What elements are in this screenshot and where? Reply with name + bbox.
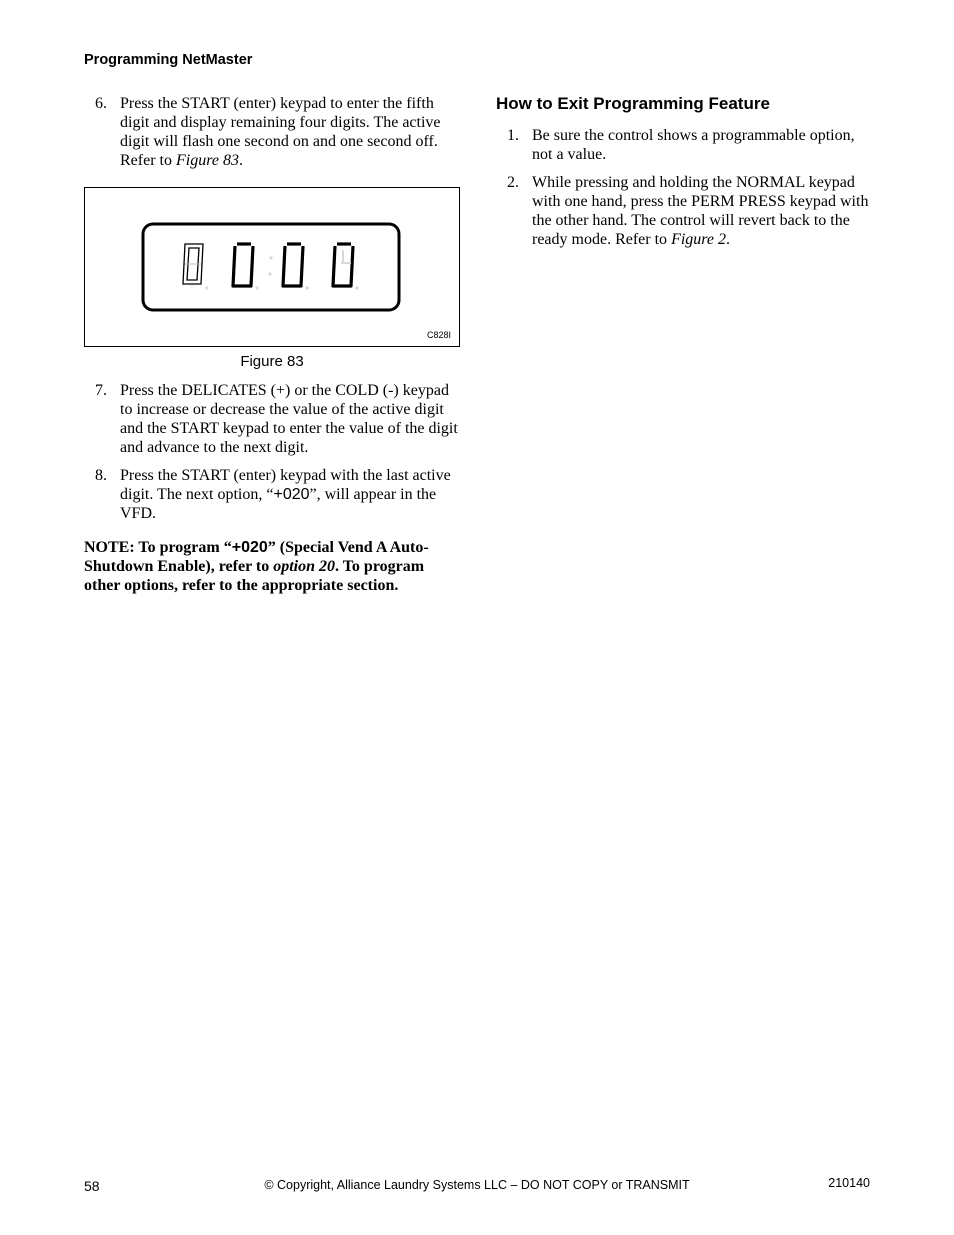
copyright-notice: © Copyright, Alliance Laundry Systems LLC – DO NOT COPY or TRANSMIT (264, 1178, 690, 1192)
step-text: Press the START (enter) keypad to enter the fifth digit and display remaining four digits. The active digit will flash one second on and one second off. Refer to (120, 95, 441, 169)
step-tail: . (726, 231, 731, 248)
right-column (496, 94, 872, 258)
note-text-2: ” (Special Vend A Auto-Shutdown Enable), refer to (84, 539, 429, 575)
step-number: 6. (95, 95, 107, 112)
document-number: 210140 (828, 1176, 870, 1190)
list-item (84, 466, 460, 523)
step-text-end: ”, will appear in the VFD. (120, 486, 437, 522)
steps-after-figure (84, 381, 460, 523)
note-text: NOTE: To program “ (84, 539, 232, 556)
step-tail: . (238, 152, 243, 169)
step-text: Press the DELICATES (+) or the COLD (-) keypad to increase or decrease the value of the active digit and the START keypad to enter the value of the digit and advance to the next digit. (120, 382, 458, 456)
step-number: 2. (507, 174, 519, 191)
figure-reference: Figure 83 (175, 152, 239, 169)
vfd-display-illustration (85, 188, 459, 346)
note-option-reference: option 20 (273, 558, 335, 575)
vfd-display-frame (143, 224, 399, 310)
page-number: 58 (84, 1178, 100, 1194)
section-heading: How to Exit Programming Feature (496, 94, 770, 113)
step-number: 7. (95, 382, 107, 399)
figure-caption: Figure 83 (240, 353, 304, 370)
note-paragraph (84, 538, 460, 595)
step-number: 8. (95, 467, 107, 484)
running-header: Programming NetMaster (84, 52, 253, 68)
list-item (84, 381, 460, 457)
steps-before-figure (84, 94, 460, 170)
note-text-3: . To program other options, refer to the appropriate section. (84, 558, 425, 594)
list-item (496, 173, 872, 249)
figure-83-box (84, 187, 460, 347)
option-code: +020 (273, 486, 310, 503)
step-text: Be sure the control shows a programmable option, not a value. (532, 127, 855, 163)
step-number: 1. (507, 127, 519, 144)
figure-reference: Figure 2 (671, 231, 727, 248)
figure-code: C828I (426, 330, 451, 340)
step-text: While pressing and holding the NORMAL keypad with one hand, press the PERM PRESS keypad with the other hand. The control will revert back to the ready mode. Refer to (532, 174, 869, 248)
vfd-digit-3 (283, 244, 303, 286)
step-text: Press the START (enter) keypad with the last active digit. The next option, “ (120, 467, 451, 503)
list-item (84, 94, 460, 170)
left-column (84, 94, 460, 595)
vfd-digit-1-active (183, 244, 203, 284)
list-item (496, 126, 872, 164)
exit-steps (496, 126, 872, 249)
vfd-digit-2 (233, 244, 253, 286)
note-option-code: +020 (231, 539, 268, 556)
